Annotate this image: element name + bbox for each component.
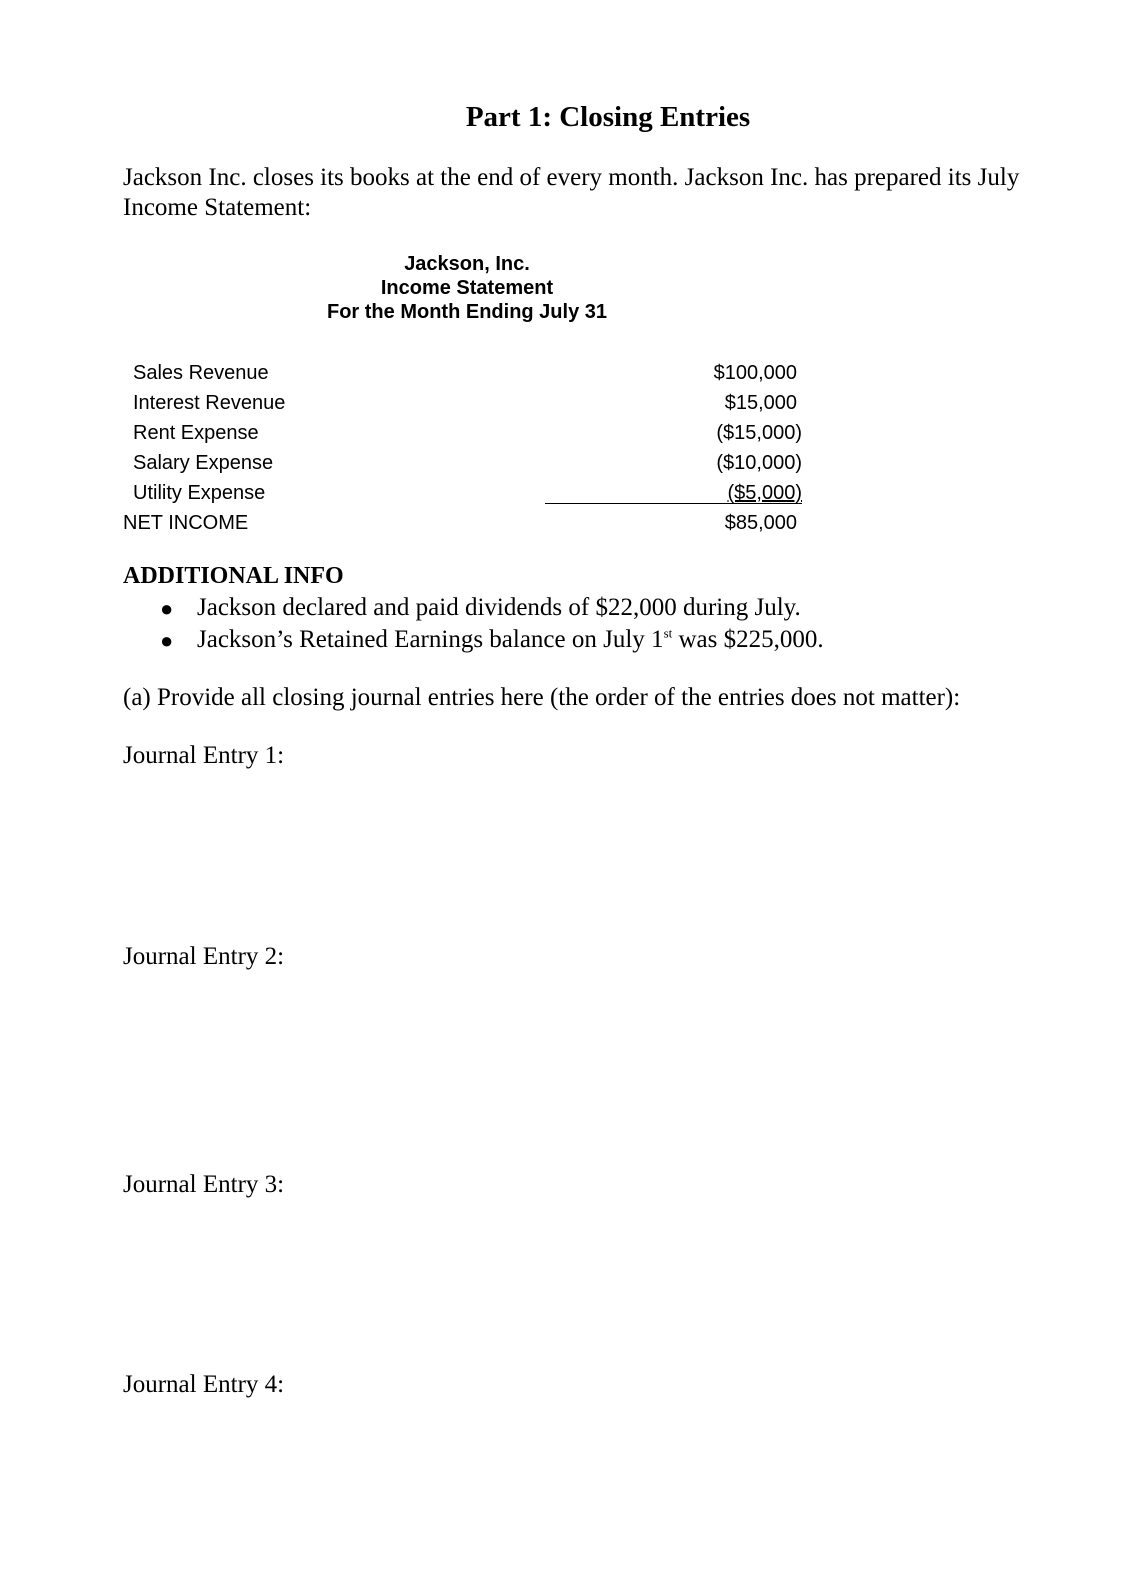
bullet-icon: ●	[160, 628, 174, 653]
row-value-utility-expense: ($5,000)	[727, 482, 802, 504]
row-label-salary-expense: Salary Expense	[133, 452, 274, 474]
row-value-rent-expense: ($15,000)	[716, 422, 802, 444]
row-label-rent-expense: Rent Expense	[133, 422, 259, 444]
intro-paragraph: Jackson Inc. closes its books at the end of every month. Jackson Inc. has prepared its July Income Statement:	[123, 164, 1020, 221]
row-value-interest-revenue: $15,000	[724, 392, 797, 414]
statement-company: Jackson, Inc.	[404, 253, 530, 275]
net-income-label: NET INCOME	[123, 512, 249, 534]
row-label-interest-revenue: Interest Revenue	[133, 392, 286, 414]
total-rule	[545, 503, 802, 504]
net-income-value: $85,000	[724, 512, 797, 534]
page-title: Part 1: Closing Entries	[465, 101, 751, 133]
additional-info-heading: ADDITIONAL INFO	[123, 563, 344, 589]
row-label-sales-revenue: Sales Revenue	[133, 362, 269, 384]
row-value-sales-revenue: $100,000	[713, 362, 797, 384]
journal-entry-1-label: Journal Entry 1:	[123, 742, 285, 769]
statement-period: For the Month Ending July 31	[327, 301, 607, 323]
bullet-icon: ●	[160, 596, 174, 621]
ordinal-suffix: st	[663, 625, 673, 641]
info-item-retained-earnings	[197, 626, 824, 654]
row-label-utility-expense: Utility Expense	[133, 482, 266, 504]
journal-entry-4-label: Journal Entry 4:	[123, 1371, 285, 1398]
question-a: (a) Provide all closing journal entries here (the order of the entries does not matter):	[123, 684, 961, 711]
journal-entry-3-label: Journal Entry 3:	[123, 1171, 285, 1198]
info-item-retained-earnings-text: Jackson’s Retained Earnings balance on July 1	[197, 626, 664, 653]
row-value-salary-expense: ($10,000)	[716, 452, 802, 474]
info-item-dividends: Jackson declared and paid dividends of $22,000 during July.	[197, 594, 801, 621]
statement-name: Income Statement	[380, 277, 554, 299]
journal-entry-2-label: Journal Entry 2:	[123, 943, 285, 970]
info-item-retained-earnings-amount: was $225,000.	[672, 626, 824, 653]
